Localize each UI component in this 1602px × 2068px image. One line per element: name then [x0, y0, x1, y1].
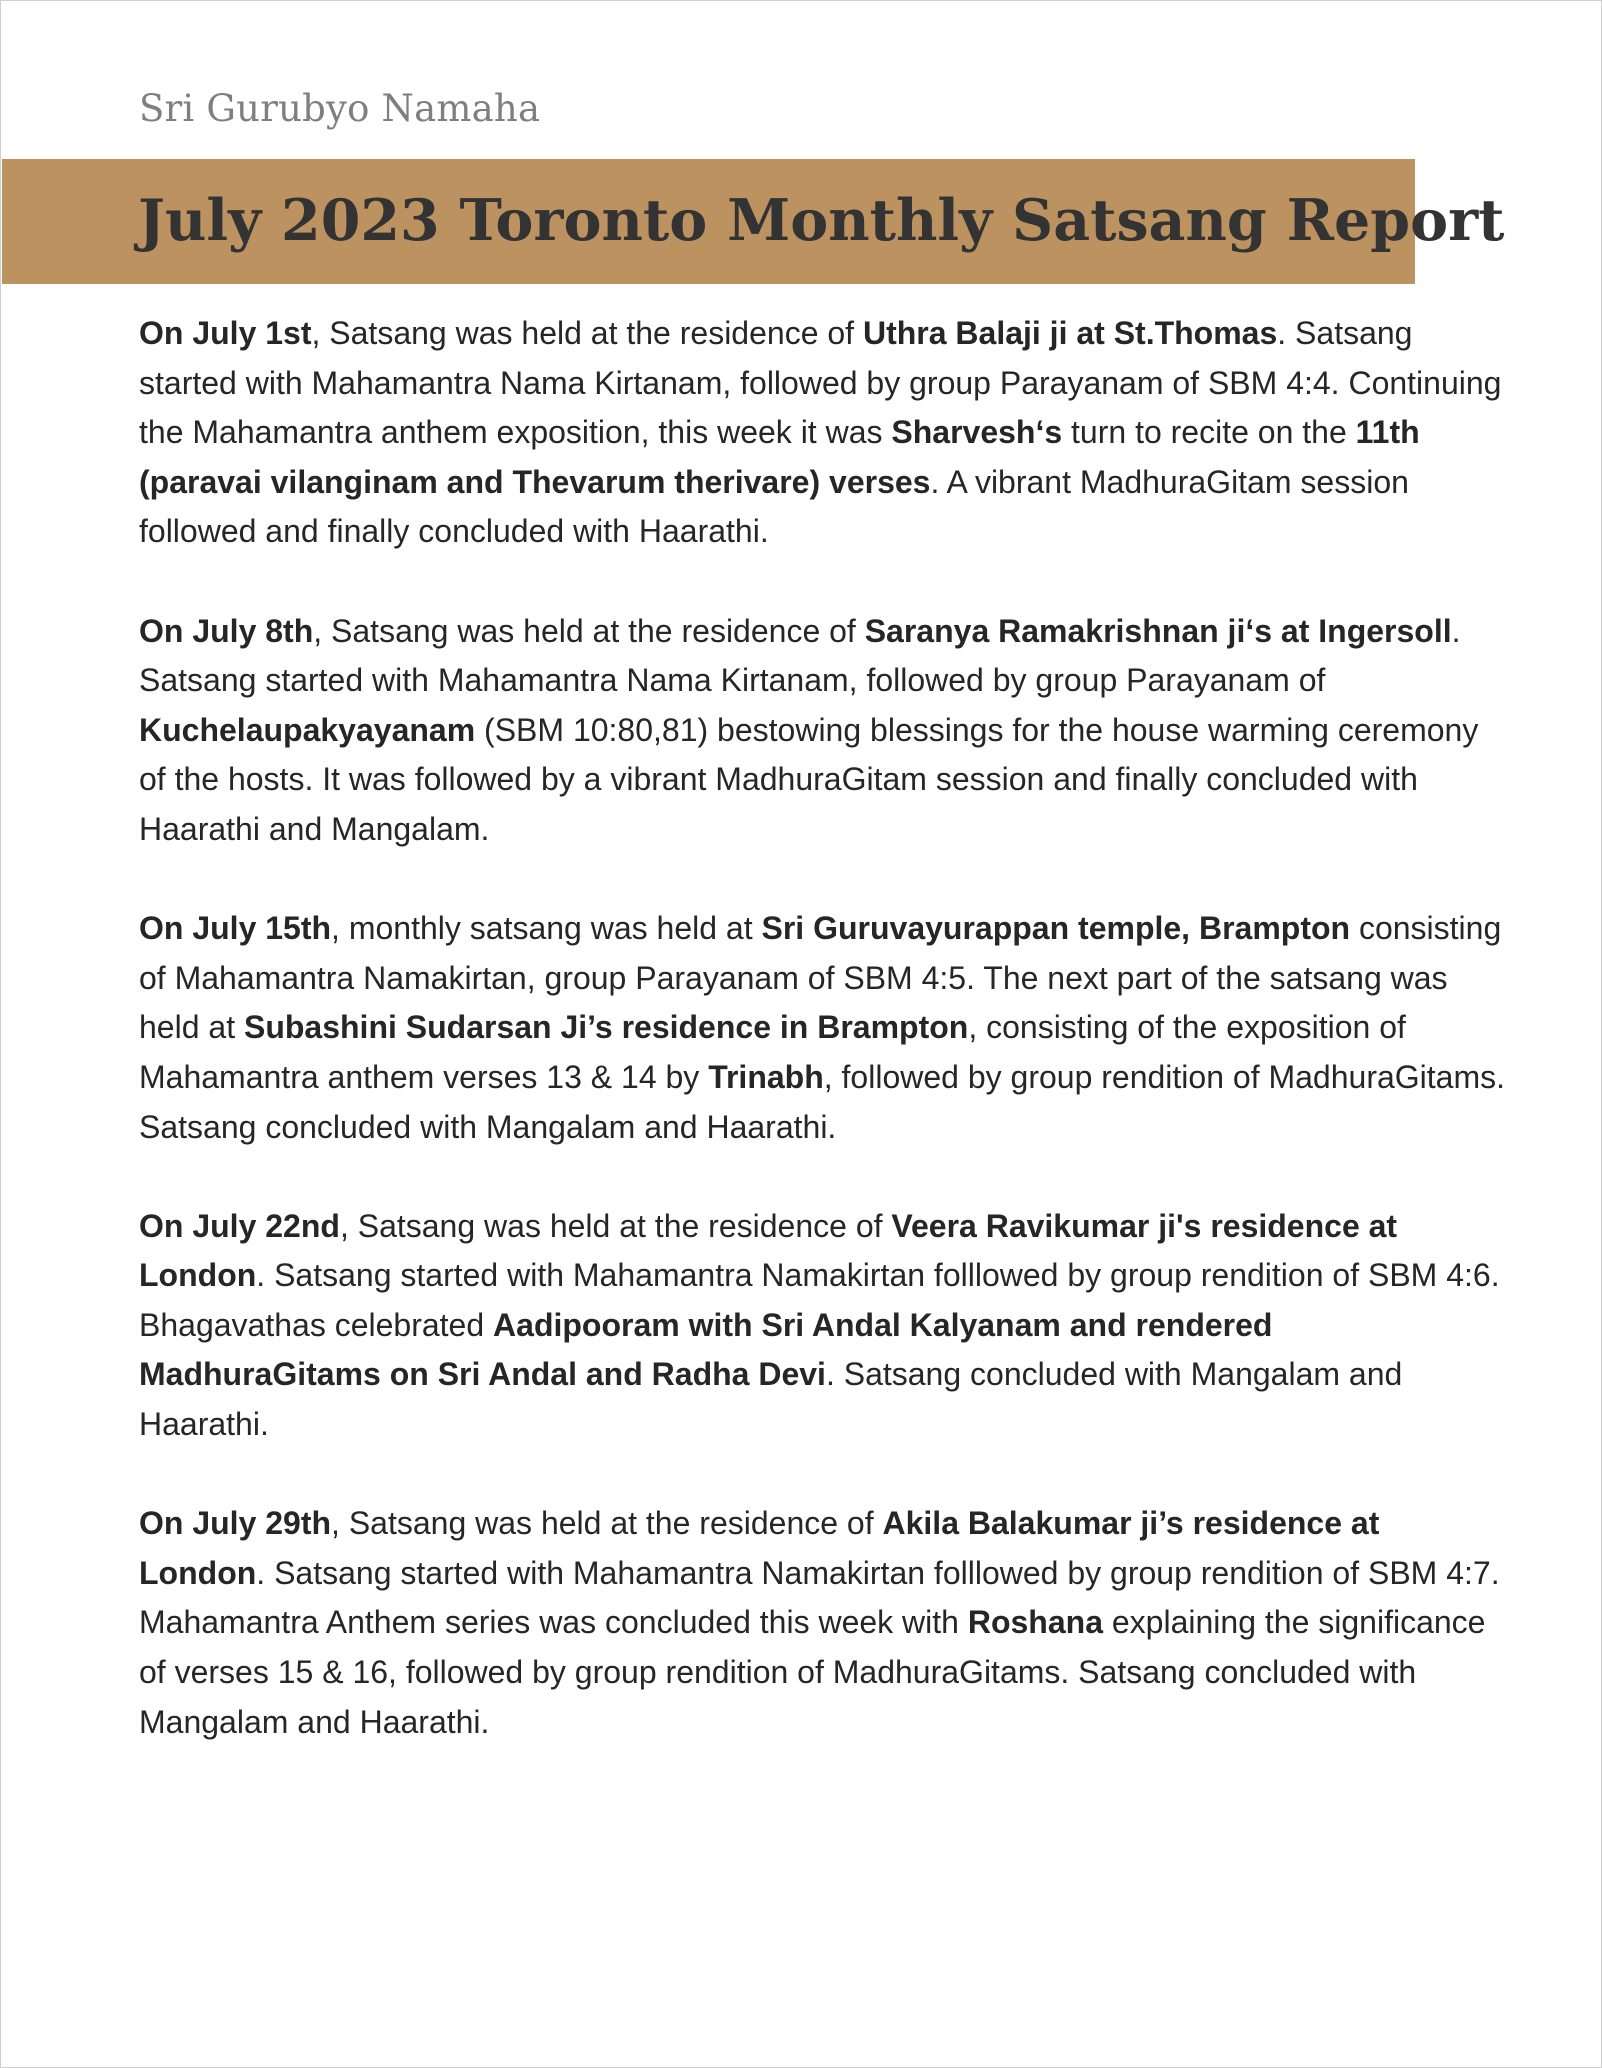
parayanam-title: Kuchelaupakyayanam — [139, 711, 476, 748]
date-label: On July 8th — [139, 612, 314, 649]
text-run: . Satsang started with Mahamantra Namakirtan folllowed by group rendition of SBM 4:6. Bhagavathas celebrated — [139, 1257, 1500, 1343]
text-run: , Satsang was held at the residence of — [311, 315, 863, 351]
text-run: , followed by group rendition of MadhuraGitams. Satsang concluded with Mangalam and Haarathi. — [139, 1058, 1505, 1145]
text-run: explaining the significance of verses 15 & 16, followed by group rendition of MadhuraGitams. Satsang concluded with Mangalam and Haarathi. — [139, 1604, 1486, 1740]
page-kicker: Sri Gurubyo Namaha — [139, 87, 541, 130]
text-run: . Satsang started with Mahamantra Nama Kirtanam, followed by group Parayanam of SBM 4:4. Continuing the Mahamantra anthem exposition, this week it was — [139, 315, 1502, 451]
text-run: . Satsang started with Mahamantra Namakirtan folllowed by group rendition of SBM 4:7. Mahamantra Anthem series was concluded this week with — [139, 1554, 1500, 1641]
text-run: . Satsang concluded with Mangalam and Haarathi. — [139, 1356, 1403, 1443]
report-paragraph-july-8 — [139, 607, 1509, 855]
date-label: On July 22nd — [139, 1207, 340, 1244]
report-paragraph-july-29 — [139, 1499, 1509, 1747]
text-run: (SBM 10:80,81) bestowing blessings for the house warming ceremony of the hosts. It was followed by a vibrant MadhuraGitam session and finally concluded with Haarathi and Mangalam. — [139, 711, 1479, 847]
host-name: Veera Ravikumar ji's residence at London — [139, 1207, 1398, 1294]
report-paragraph-july-1 — [139, 309, 1509, 557]
text-run: consisting of Mahamantra Namakirtan, group Parayanam of SBM 4:5. The next part of the satsang was held at — [139, 910, 1502, 1046]
text-run: , Satsang was held at the residence of — [339, 1207, 892, 1244]
host-name: Saranya Ramakrishnan ji‘s at Ingersoll — [864, 612, 1452, 649]
text-run: turn to recite on the — [1062, 414, 1356, 451]
date-label: On July 15th — [139, 910, 332, 947]
host-name: Subashini Sudarsan Ji’s residence in Brampton — [243, 1009, 969, 1046]
report-body — [139, 309, 1509, 1797]
report-paragraph-july-15 — [139, 904, 1509, 1152]
text-run: . A vibrant MadhuraGitam session followed and finally concluded with Haarathi. — [139, 463, 1409, 550]
text-run: , monthly satsang was held at — [331, 910, 762, 947]
venue-name: Sri Guruvayurappan temple, Brampton — [761, 910, 1351, 947]
date-label: On July 29th — [139, 1505, 332, 1542]
host-name: Uthra Balaji ji at St.Thomas — [862, 315, 1278, 351]
report-paragraph-july-22 — [139, 1202, 1509, 1450]
text-run: . Satsang started with Mahamantra Nama Kirtanam, followed by group Parayanam of — [139, 612, 1461, 699]
text-run: , Satsang was held at the residence of — [313, 612, 865, 649]
text-run: , Satsang was held at the residence of — [331, 1505, 883, 1542]
date-label: On July 1st — [139, 315, 312, 351]
reciter-name: Trinabh — [708, 1058, 824, 1095]
reciter-name: Sharvesh‘s — [891, 414, 1063, 451]
text-run: , consisting of the exposition of Mahamantra anthem verses 13 & 14 by — [139, 1009, 1406, 1095]
celebration-label: Aadipooram with Sri Andal Kalyanam and rendered MadhuraGitams on Sri Andal and Radha Devi — [139, 1306, 1273, 1393]
verses-label: 11th (paravai vilanginam and Thevarum therivare) verses — [139, 414, 1420, 500]
host-name: Akila Balakumar ji’s residence at London — [139, 1505, 1380, 1591]
page-title: July 2023 Toronto Monthly Satsang Report — [138, 187, 1505, 254]
reciter-name: Roshana — [967, 1604, 1103, 1641]
